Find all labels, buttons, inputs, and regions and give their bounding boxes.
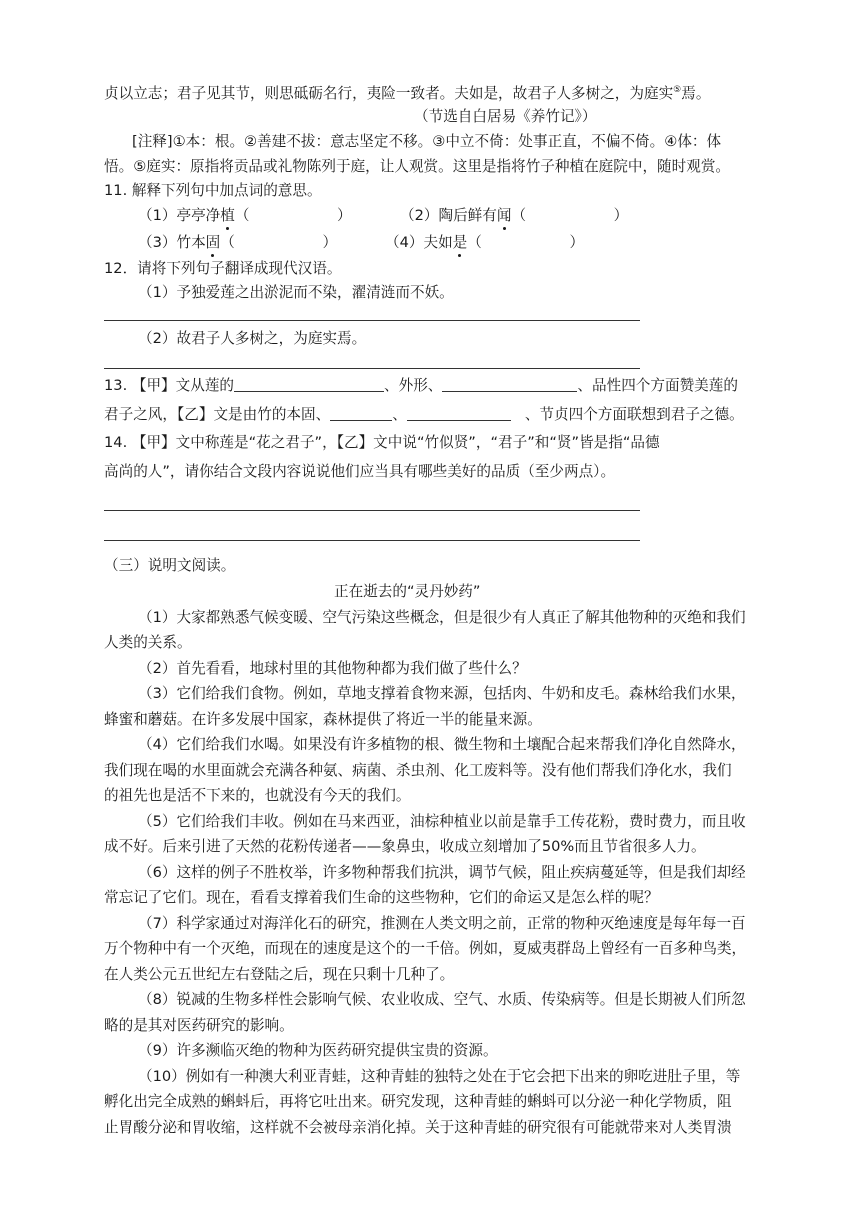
answer-line[interactable] [104, 510, 640, 511]
paragraph-line: 在人类公元五世纪左右登陆之后，现在只剩十几种了。 [104, 966, 455, 983]
answer-line[interactable] [104, 320, 640, 321]
paragraph-line: （6）这样的例子不胜枚举，许多物种帮我们抗洪，调节气候，阻止疾病蔓延等，但是我们却经 [138, 864, 746, 881]
paragraph-line: （3）它们给我们食物。例如，草地支撑着食物来源，包括肉、牛奶和皮毛。森林给我们水果， [138, 685, 746, 702]
paragraph-line: 成不好。后来引进了天然的花粉传递者——象鼻虫，收成立刻增加了50%而且节省很多人力。 [104, 838, 706, 855]
fill-blank[interactable] [234, 376, 384, 392]
paragraph-line: 万个物种中有一个灭绝，而现在的速度是这个的一千倍。例如，夏威夷群岛上曾经有一百多种鸟类， [104, 940, 747, 957]
paragraph-line: （7）科学家通过对海洋化石的研究，推测在人类文明之前，正常的物种灭绝速度是每年每一百 [138, 915, 746, 932]
question-12-stem: 12．请将下列句子翻译成现代汉语。 [104, 260, 342, 277]
answer-line[interactable] [104, 540, 640, 541]
paragraph-line: 常忘记了它们。现在，看看支撑着我们生命的这些物种，它们的命运又是怎么样的呢？ [104, 889, 659, 906]
paragraph-line: （5）它们给我们丰收。例如在马来西亚，油棕种植业以前是靠手工传花粉，费时费力，而且收 [138, 813, 746, 830]
paragraph-line: （1）大家都熟悉气候变暖、空气污染这些概念，但是很少有人真正了解其他物种的灭绝和我们 [138, 609, 746, 626]
answer-line[interactable] [104, 368, 640, 369]
paragraph-line: 略的是其对医药研究的影响。 [104, 1017, 294, 1034]
question-13-line2: 君子之风，【乙】文是由竹的本固、 、 、节贞四个方面联想到君子之德。 [104, 406, 744, 423]
answer-blank[interactable]: （ ） [511, 207, 629, 224]
paragraph-line: （2）首先看看，地球村里的其他物种都为我们做了些什么？ [138, 660, 527, 677]
answer-blank[interactable]: （ ） [234, 207, 352, 224]
passage-line: 贞以立志；君子见其节，则思砥砺名行，夷险一致者。夫如是，故君子人多树之，为庭实⑤焉。 [104, 85, 711, 102]
question-11-stem: 11. 解释下列句中加点词的意思。 [104, 182, 322, 199]
q12-sentence-2: （2）故君子人多树之，为庭实焉。 [138, 330, 367, 347]
q11-item-2: （2）陶后鲜有闻（ ） [400, 207, 629, 224]
paragraph-line: 人类的关系。 [104, 634, 192, 651]
question-14-line2: 高尚的人”，请你结合文段内容说说他们应当具有哪些美好的品质（至少两点）。 [104, 463, 616, 480]
answer-blank[interactable]: （ ） [220, 234, 338, 251]
q12-sentence-1: （1）予独爱莲之出淤泥而不染，濯清涟而不妖。 [138, 284, 454, 301]
paragraph-line: （8）锐减的生物多样性会影响气候、农业收成、空气、水质、传染病等。但是长期被人们所忽 [138, 991, 746, 1008]
article-title: 正在逝去的“灵丹妙药” [334, 583, 481, 600]
paragraph-line: 止胃酸分泌和胃收缩，这样就不会被母亲消化掉。关于这种青蛙的研究很有可能就带来对人类胃溃 [104, 1119, 732, 1136]
paragraph-line: 孵化出完全成熟的蝌蚪后，再将它吐出来。研究发现，这种青蛙的蝌蚪可以分泌一种化学物质，阻 [104, 1093, 732, 1110]
notes-line: 悟。⑤庭实：原指将贡品或礼物陈列于庭，让人观赏。这里是指将竹子种植在庭院中，随时观赏。 [104, 158, 731, 175]
section-heading: （三）说明文阅读。 [104, 557, 236, 574]
question-14-line1: 14. 【甲】文中称莲是“花之君子”，【乙】文中说“竹似贤”，“君子”和“贤”皆是指“品德 [104, 434, 660, 451]
paragraph-line: 的祖先也是活不下来的，也就没有今天的我们。 [104, 787, 411, 804]
q11-item-1: （1）亭亭净植（ ） [138, 207, 352, 224]
question-13-line1: 13. 【甲】文从莲的 、外形、 、品性四个方面赞美莲的 [104, 377, 738, 394]
fill-blank[interactable] [442, 376, 577, 392]
q11-item-3: （3）竹本固（ ） [138, 234, 338, 251]
answer-blank[interactable]: （ ） [467, 234, 585, 251]
paragraph-line: （4）它们给我们水喝。如果没有许多植物的根、微生物和土壤配合起来帮我们净化自然降水， [138, 736, 746, 753]
q11-item-4: （4）夫如是（ ） [385, 234, 585, 251]
paragraph-line: 蜂蜜和蘑菇。在许多发展中国家，森林提供了将近一半的能量来源。 [104, 711, 542, 728]
fill-blank[interactable] [330, 405, 392, 421]
paragraph-line: （9）许多濒临灭绝的物种为医药研究提供宝贵的资源。 [138, 1042, 498, 1059]
paragraph-line: 我们现在喝的水里面就会充满各种氨、病菌、杀虫剂、化工废料等。没有他们帮我们净化水，我们 [104, 762, 732, 779]
passage-source: （节选自白居易《养竹记》） [414, 108, 597, 125]
fill-blank[interactable] [407, 405, 511, 421]
notes-line: [注释]①本：根。②善建不拔：意志坚定不移。③中立不倚：处事正直，不偏不倚。④体：体 [132, 133, 722, 150]
paragraph-line: （10）例如有一种澳大利亚青蛙，这种青蛙的独特之处在于它会把下出来的卵吃进肚子里，等 [138, 1068, 741, 1085]
